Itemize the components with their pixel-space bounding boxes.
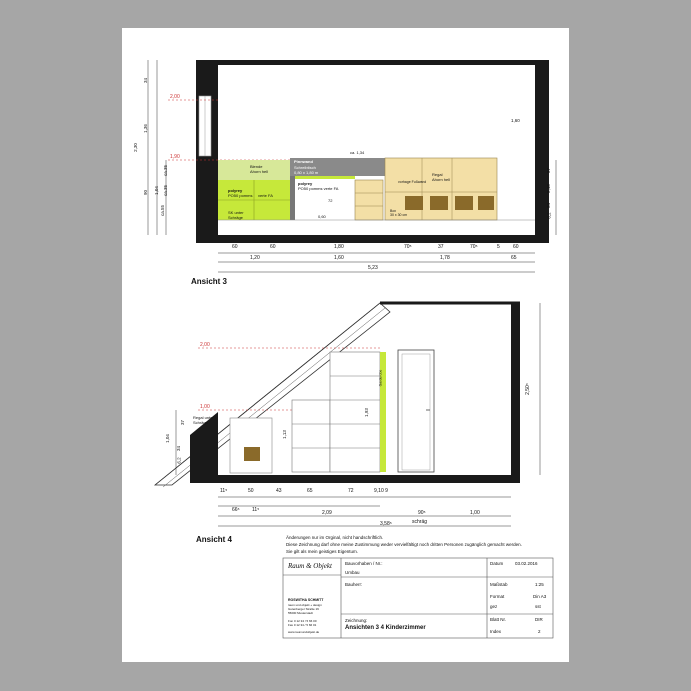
- view3-shelf: [385, 158, 497, 220]
- view3-desk-top: [295, 176, 355, 179]
- view3-mark-mid: 1,90: [170, 154, 180, 160]
- view3-mark-top: 2,00: [170, 94, 180, 100]
- view3-right-height: 1,60: [511, 118, 520, 123]
- view3-drawer-unit: [355, 180, 383, 220]
- view4-title: Ansicht 4: [196, 535, 233, 544]
- view4-tall-shelf: [330, 352, 380, 472]
- view4-floor: [190, 475, 520, 483]
- view3-box-1: [405, 196, 423, 210]
- view4-box: [244, 447, 260, 461]
- view4-right-wall: [511, 303, 520, 483]
- view3-drawing: [148, 60, 556, 272]
- view4-door: [398, 350, 434, 472]
- view3-box-3: [455, 196, 473, 210]
- note-line-2: Diese Zeichnung darf ohne meine Zustimmung weder vervielfältigt noch dritten Personen zugänglich gemacht werden.: [286, 542, 522, 547]
- company-logo: Raum & Objekt: [288, 562, 332, 570]
- note-line-1: Änderungen nur im Orginal, nicht handschriftlich.: [286, 535, 384, 540]
- view3-box-2: [430, 196, 448, 210]
- view3-title: Ansicht 3: [191, 277, 228, 286]
- view3-ceiling: [196, 60, 549, 65]
- view3-floor: [196, 235, 549, 243]
- drawing-title: Ansichten 3 4 Kinderzimmer: [345, 625, 426, 631]
- view4-cabinet: [292, 400, 330, 472]
- note-line-3: Sie gilt als mein geistiges Eigentum.: [286, 549, 359, 554]
- view3-box-4: [478, 196, 494, 210]
- view4-slope-shelf: [230, 418, 272, 473]
